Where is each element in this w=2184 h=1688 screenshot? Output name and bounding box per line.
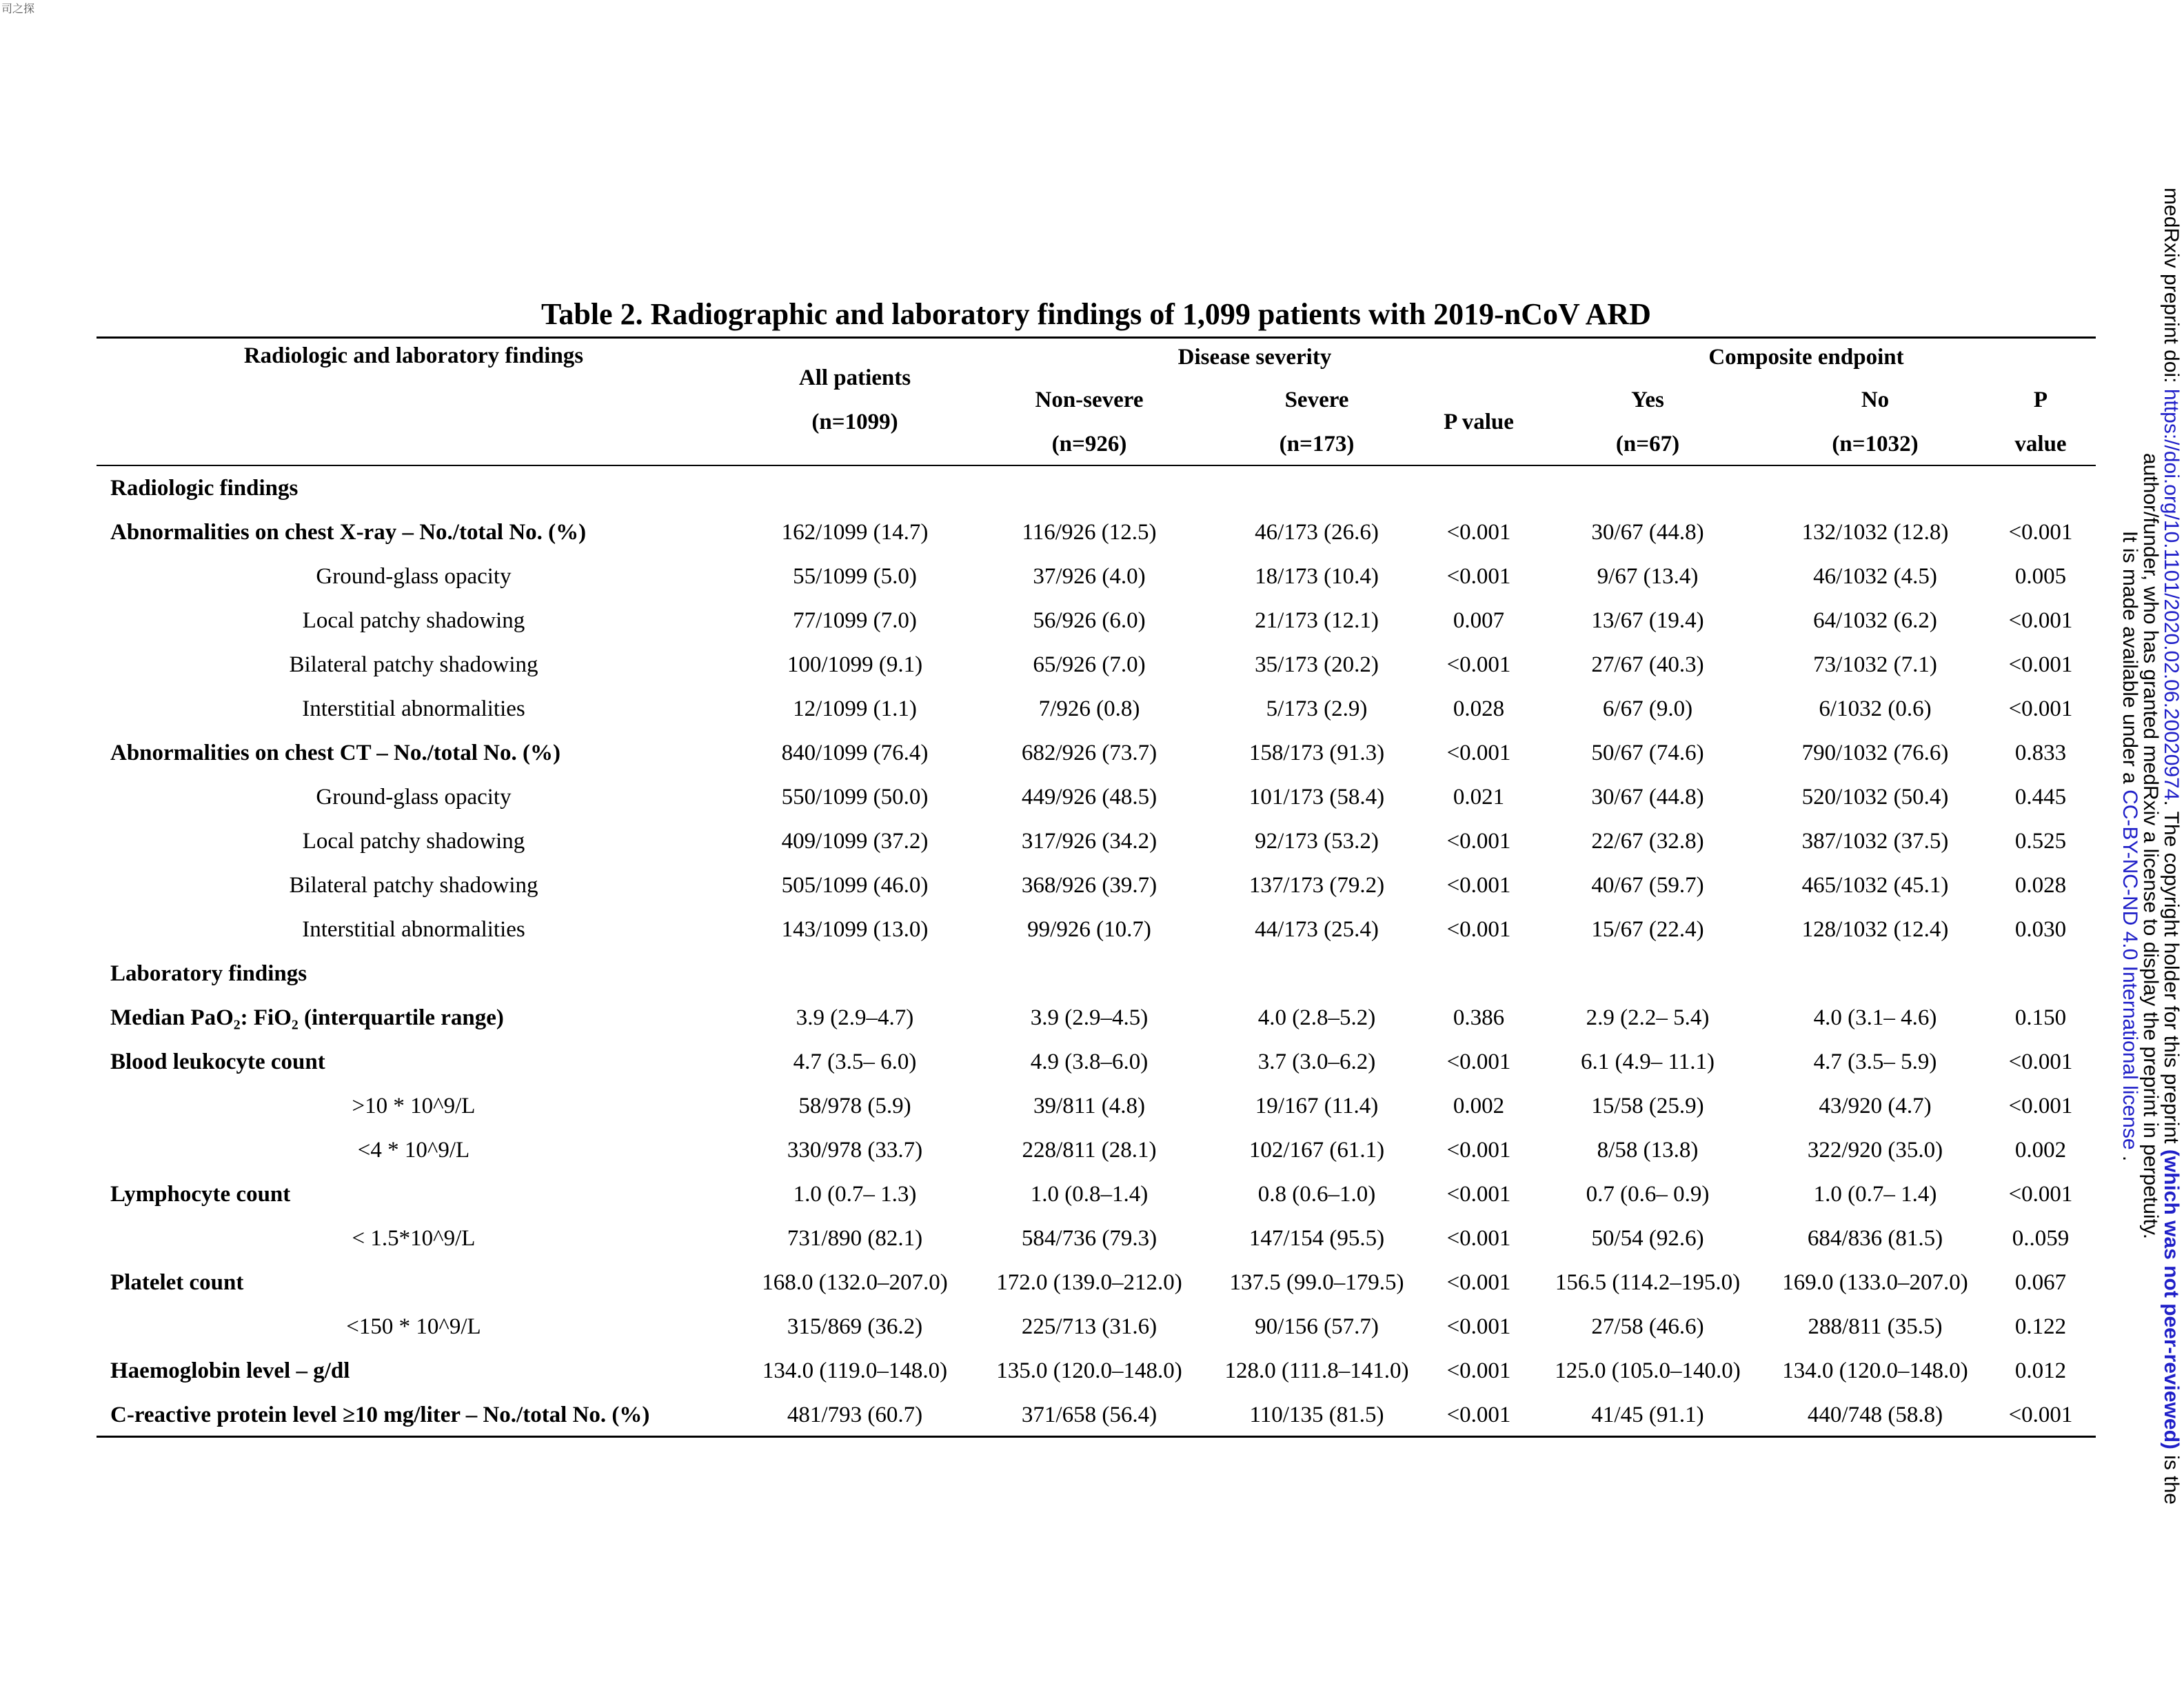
cell-all-patients: 77/1099 (7.0) <box>793 608 917 633</box>
cell-no: 64/1032 (6.2) <box>1813 608 1937 633</box>
table-row <box>97 466 2096 510</box>
cell-no: 790/1032 (76.6) <box>1801 741 1949 765</box>
corner-mark: 司之探 <box>1 3 35 15</box>
table-title: Table 2. Radiographic and laboratory findings of 1,099 patients with 2019-nCoV ARD <box>541 297 1651 331</box>
cell-non-severe: 228/811 (28.1) <box>1022 1138 1157 1163</box>
header-yes-n: (n=67) <box>1615 432 1680 456</box>
side-notice-line-3: It is made available under a CC-BY-NC-ND 4.0 International license . <box>2119 530 2141 1162</box>
cell-p-value-2: <0.001 <box>2008 608 2073 633</box>
cell-p-value: <0.001 <box>1446 520 1511 545</box>
cell-yes: 50/54 (92.6) <box>1591 1226 1704 1251</box>
table-row <box>97 952 2096 996</box>
table-row <box>97 1260 2096 1305</box>
cell-severe: 102/167 (61.1) <box>1248 1138 1385 1163</box>
header-non-severe-n: (n=926) <box>1051 432 1127 456</box>
header-p-value-2-line1: P <box>2033 388 2048 412</box>
cell-p-value-2: 0.005 <box>2014 564 2067 589</box>
cell-yes: 9/67 (13.4) <box>1597 564 1699 589</box>
row-label: Local patchy shadowing <box>302 608 525 633</box>
table-row <box>97 1084 2096 1128</box>
cell-non-severe: 368/926 (39.7) <box>1021 873 1157 898</box>
cell-severe: 0.8 (0.6–1.0) <box>1257 1182 1376 1207</box>
cell-yes: 27/58 (46.6) <box>1591 1314 1704 1339</box>
cell-all-patients: 505/1099 (46.0) <box>781 873 929 898</box>
cell-non-severe: 39/811 (4.8) <box>1033 1094 1145 1118</box>
cell-yes: 27/67 (40.3) <box>1591 652 1704 677</box>
table-row <box>97 1128 2096 1172</box>
cell-p-value-2: 0.067 <box>2014 1270 2067 1295</box>
header-composite-endpoint: Composite endpoint <box>1708 345 1904 370</box>
cell-p-value: <0.001 <box>1446 1270 1511 1295</box>
cell-no: 440/748 (58.8) <box>1807 1403 1943 1427</box>
cell-severe: 137.5 (99.0–179.5) <box>1229 1270 1404 1295</box>
cell-no: 520/1032 (50.4) <box>1801 785 1949 810</box>
table-row <box>97 554 2096 599</box>
table-row <box>97 819 2096 863</box>
header-all-patients-n: (n=1099) <box>811 410 898 434</box>
cell-no: 169.0 (133.0–207.0) <box>1782 1270 1968 1295</box>
cell-all-patients: 550/1099 (50.0) <box>781 785 929 810</box>
cell-all-patients: 143/1099 (13.0) <box>781 917 929 942</box>
table-row <box>97 1305 2096 1349</box>
cell-p-value: <0.001 <box>1446 564 1511 589</box>
row-label: Local patchy shadowing <box>302 829 525 854</box>
cell-yes: 6.1 (4.9– 11.1) <box>1580 1049 1715 1074</box>
cell-p-value: 0.386 <box>1453 1005 1505 1030</box>
cell-no: 134.0 (120.0–148.0) <box>1782 1358 1968 1383</box>
cell-p-value: <0.001 <box>1446 1314 1511 1339</box>
table-row <box>97 1349 2096 1393</box>
cell-yes: 13/67 (19.4) <box>1591 608 1704 633</box>
cell-no: 465/1032 (45.1) <box>1801 873 1949 898</box>
header-severe: Severe <box>1284 388 1349 412</box>
cell-all-patients: 1.0 (0.7– 1.3) <box>793 1182 917 1207</box>
row-label: <150 * 10^9/L <box>346 1314 481 1339</box>
cell-all-patients: 162/1099 (14.7) <box>781 520 929 545</box>
cell-p-value: <0.001 <box>1446 1138 1511 1163</box>
cell-no: 322/920 (35.0) <box>1807 1138 1943 1163</box>
row-label: <4 * 10^9/L <box>357 1138 470 1163</box>
cell-non-severe: 449/926 (48.5) <box>1021 785 1157 810</box>
table-bottom-rule <box>97 1436 2096 1438</box>
cell-all-patients: 55/1099 (5.0) <box>793 564 917 589</box>
cell-no: 46/1032 (4.5) <box>1813 564 1937 589</box>
header-p-value-2-line2: value <box>2014 432 2067 456</box>
row-label: C-reactive protein level ≥10 mg/liter – No./total No. (%) <box>110 1403 650 1427</box>
cell-p-value: <0.001 <box>1446 652 1511 677</box>
peer-review-note: (which was not peer-reviewed) <box>2160 1149 2183 1449</box>
cell-p-value: <0.001 <box>1446 1358 1511 1383</box>
cell-yes: 0.7 (0.6– 0.9) <box>1586 1182 1710 1207</box>
cell-p-value-2: <0.001 <box>2008 1049 2073 1074</box>
cell-no: 43/920 (4.7) <box>1819 1094 1932 1118</box>
cell-non-severe: 116/926 (12.5) <box>1022 520 1157 545</box>
cell-p-value: <0.001 <box>1446 917 1511 942</box>
cell-severe: 21/173 (12.1) <box>1255 608 1379 633</box>
cell-all-patients: 840/1099 (76.4) <box>781 741 929 765</box>
cell-non-severe: 65/926 (7.0) <box>1033 652 1146 677</box>
cell-all-patients: 100/1099 (9.1) <box>787 652 923 677</box>
table-row <box>97 510 2096 554</box>
cell-non-severe: 99/926 (10.7) <box>1027 917 1151 942</box>
cell-severe: 128.0 (111.8–141.0) <box>1224 1358 1409 1383</box>
cell-non-severe: 7/926 (0.8) <box>1038 696 1140 721</box>
table-row <box>97 643 2096 687</box>
row-label: Ground-glass opacity <box>316 564 512 589</box>
row-label: Blood leukocyte count <box>110 1049 325 1074</box>
cell-no: 684/836 (81.5) <box>1807 1226 1943 1251</box>
table-row <box>97 599 2096 643</box>
table-row <box>97 1040 2096 1084</box>
cell-no: 132/1032 (12.8) <box>1801 520 1949 545</box>
cell-severe: 90/156 (57.7) <box>1255 1314 1379 1339</box>
cell-non-severe: 682/926 (73.7) <box>1021 741 1157 765</box>
row-label: Interstitial abnormalities <box>302 917 525 942</box>
cell-p-value-2: 0.150 <box>2014 1005 2067 1030</box>
header-all-patients: All patients <box>798 365 911 390</box>
cell-severe: 147/154 (95.5) <box>1248 1226 1385 1251</box>
row-label: Bilateral patchy shadowing <box>289 652 538 677</box>
cell-p-value: <0.001 <box>1446 1226 1511 1251</box>
cell-non-severe: 1.0 (0.8–1.4) <box>1030 1182 1149 1207</box>
cell-all-patients: 4.7 (3.5– 6.0) <box>793 1049 917 1074</box>
cell-all-patients: 58/978 (5.9) <box>798 1094 911 1118</box>
cell-p-value: <0.001 <box>1446 829 1511 854</box>
cell-no: 6/1032 (0.6) <box>1819 696 1932 721</box>
cell-non-severe: 584/736 (79.3) <box>1021 1226 1157 1251</box>
cell-p-value-2: 0.028 <box>2014 873 2067 898</box>
cell-severe: 35/173 (20.2) <box>1255 652 1379 677</box>
cell-yes: 50/67 (74.6) <box>1591 741 1704 765</box>
cell-all-patients: 409/1099 (37.2) <box>781 829 929 854</box>
cell-non-severe: 317/926 (34.2) <box>1021 829 1157 854</box>
header-disease-severity: Disease severity <box>1177 345 1332 370</box>
cell-yes: 125.0 (105.0–140.0) <box>1555 1358 1741 1383</box>
cell-severe: 101/173 (58.4) <box>1248 785 1385 810</box>
cell-p-value: <0.001 <box>1446 741 1511 765</box>
cell-no: 387/1032 (37.5) <box>1801 829 1949 854</box>
cell-no: 73/1032 (7.1) <box>1813 652 1937 677</box>
cell-no: 128/1032 (12.4) <box>1801 917 1949 942</box>
row-label: Haemoglobin level – g/dl <box>110 1358 350 1383</box>
cell-non-severe: 135.0 (120.0–148.0) <box>996 1358 1182 1383</box>
license-link[interactable]: CC-BY-NC-ND 4.0 International license <box>2119 790 2141 1150</box>
cell-all-patients: 168.0 (132.0–207.0) <box>762 1270 948 1295</box>
row-label: Abnormalities on chest CT – No./total No. (%) <box>110 741 560 765</box>
cell-non-severe: 3.9 (2.9–4.5) <box>1030 1005 1149 1030</box>
header-p-value: P value <box>1444 410 1514 434</box>
cell-p-value-2: 0.122 <box>2014 1314 2067 1339</box>
cell-p-value-2: <0.001 <box>2008 1403 2073 1427</box>
cell-p-value-2: 0.525 <box>2014 829 2067 854</box>
row-label: Radiologic findings <box>110 476 299 501</box>
cell-non-severe: 56/926 (6.0) <box>1033 608 1146 633</box>
header-findings: Radiologic and laboratory findings <box>243 343 584 368</box>
table-row <box>97 996 2096 1040</box>
cell-p-value-2: 0.002 <box>2014 1138 2067 1163</box>
cell-yes: 41/45 (91.1) <box>1591 1403 1704 1427</box>
row-label: Median PaO₂: FiO₂ (interquartile range) <box>110 1005 504 1030</box>
cell-yes: 22/67 (32.8) <box>1591 829 1704 854</box>
cell-p-value: <0.001 <box>1446 873 1511 898</box>
cell-all-patients: 3.9 (2.9–4.7) <box>796 1005 914 1030</box>
cell-yes: 6/67 (9.0) <box>1602 696 1693 721</box>
cell-yes: 40/67 (59.7) <box>1591 873 1704 898</box>
cell-all-patients: 731/890 (82.1) <box>787 1226 923 1251</box>
cell-all-patients: 12/1099 (1.1) <box>793 696 917 721</box>
row-label: Interstitial abnormalities <box>302 696 525 721</box>
cell-p-value: <0.001 <box>1446 1403 1511 1427</box>
cell-p-value-2: 0.445 <box>2014 785 2067 810</box>
cell-p-value-2: <0.001 <box>2008 1094 2073 1118</box>
cell-no: 288/811 (35.5) <box>1808 1314 1943 1339</box>
cell-severe: 46/173 (26.6) <box>1255 520 1379 545</box>
cell-severe: 158/173 (91.3) <box>1248 741 1385 765</box>
cell-non-severe: 371/658 (56.4) <box>1021 1403 1157 1427</box>
table-row <box>97 1393 2096 1437</box>
cell-severe: 44/173 (25.4) <box>1255 917 1379 942</box>
cell-severe: 19/167 (11.4) <box>1255 1094 1379 1118</box>
row-label: < 1.5*10^9/L <box>352 1226 476 1251</box>
cell-no: 4.0 (3.1– 4.6) <box>1813 1005 1937 1030</box>
cell-yes: 30/67 (44.8) <box>1591 785 1704 810</box>
table-row <box>97 907 2096 952</box>
cell-non-severe: 37/926 (4.0) <box>1033 564 1146 589</box>
cell-severe: 92/173 (53.2) <box>1255 829 1379 854</box>
cell-p-value-2: <0.001 <box>2008 696 2073 721</box>
cell-severe: 18/173 (10.4) <box>1255 564 1379 589</box>
row-label: >10 * 10^9/L <box>352 1094 476 1118</box>
cell-p-value: 0.021 <box>1453 785 1505 810</box>
cell-p-value: 0.028 <box>1453 696 1505 721</box>
cell-p-value-2: <0.001 <box>2008 520 2073 545</box>
cell-p-value-2: <0.001 <box>2008 1182 2073 1207</box>
row-label: Platelet count <box>110 1270 244 1295</box>
cell-p-value-2: 0..059 <box>2012 1226 2070 1251</box>
cell-p-value: <0.001 <box>1446 1182 1511 1207</box>
side-notice-line-1: medRxiv preprint doi: https://doi.org/10.1101/2020.02.06.20020974. The copyright holder for this preprint (which was not peer-reviewed) is the <box>2160 188 2183 1505</box>
cell-yes: 30/67 (44.8) <box>1591 520 1704 545</box>
cell-severe: 110/135 (81.5) <box>1249 1403 1384 1427</box>
cell-non-severe: 172.0 (139.0–212.0) <box>996 1270 1182 1295</box>
cell-p-value-2: 0.030 <box>2014 917 2067 942</box>
cell-yes: 8/58 (13.8) <box>1597 1138 1699 1163</box>
cell-all-patients: 315/869 (36.2) <box>787 1314 923 1339</box>
cell-severe: 5/173 (2.9) <box>1266 696 1368 721</box>
table-row <box>97 1172 2096 1216</box>
cell-severe: 4.0 (2.8–5.2) <box>1257 1005 1376 1030</box>
table-row <box>97 731 2096 775</box>
table-top-rule <box>97 336 2096 339</box>
header-non-severe: Non-severe <box>1035 388 1144 412</box>
cell-yes: 156.5 (114.2–195.0) <box>1555 1270 1741 1295</box>
header-severe-n: (n=173) <box>1279 432 1355 456</box>
doi-link[interactable]: https://doi.org/10.1101/2020.02.06.20020974 <box>2160 388 2183 801</box>
cell-non-severe: 4.9 (3.8–6.0) <box>1030 1049 1149 1074</box>
cell-yes: 15/58 (25.9) <box>1591 1094 1704 1118</box>
cell-all-patients: 134.0 (119.0–148.0) <box>762 1358 948 1383</box>
row-label: Laboratory findings <box>110 961 307 986</box>
cell-p-value: 0.002 <box>1453 1094 1505 1118</box>
table-row <box>97 775 2096 819</box>
cell-p-value-2: 0.833 <box>2014 741 2067 765</box>
header-no: No <box>1861 388 1890 412</box>
header-yes: Yes <box>1631 388 1664 412</box>
cell-severe: 3.7 (3.0–6.2) <box>1257 1049 1376 1074</box>
cell-all-patients: 330/978 (33.7) <box>787 1138 923 1163</box>
cell-non-severe: 225/713 (31.6) <box>1021 1314 1157 1339</box>
cell-no: 1.0 (0.7– 1.4) <box>1813 1182 1937 1207</box>
cell-yes: 2.9 (2.2– 5.4) <box>1586 1005 1710 1030</box>
medrxiv-side-notice <box>2119 139 2181 1553</box>
cell-yes: 15/67 (22.4) <box>1591 917 1704 942</box>
row-label: Lymphocyte count <box>110 1182 291 1207</box>
table-row <box>97 1216 2096 1260</box>
cell-p-value: <0.001 <box>1446 1049 1511 1074</box>
cell-severe: 137/173 (79.2) <box>1248 873 1385 898</box>
side-notice-line-2: author/funder, who has granted medRxiv a license to display the preprint in perpetuity. <box>2139 452 2162 1240</box>
table-row <box>97 687 2096 731</box>
row-label: Ground-glass opacity <box>316 785 512 810</box>
cell-p-value: 0.007 <box>1453 608 1505 633</box>
cell-no: 4.7 (3.5– 5.9) <box>1813 1049 1937 1074</box>
row-label: Abnormalities on chest X-ray – No./total No. (%) <box>110 520 587 545</box>
cell-p-value-2: 0.012 <box>2014 1358 2067 1383</box>
header-no-n: (n=1032) <box>1832 432 1919 456</box>
cell-all-patients: 481/793 (60.7) <box>787 1403 923 1427</box>
cell-p-value-2: <0.001 <box>2008 652 2073 677</box>
table-row <box>97 863 2096 907</box>
row-label: Bilateral patchy shadowing <box>289 873 538 898</box>
